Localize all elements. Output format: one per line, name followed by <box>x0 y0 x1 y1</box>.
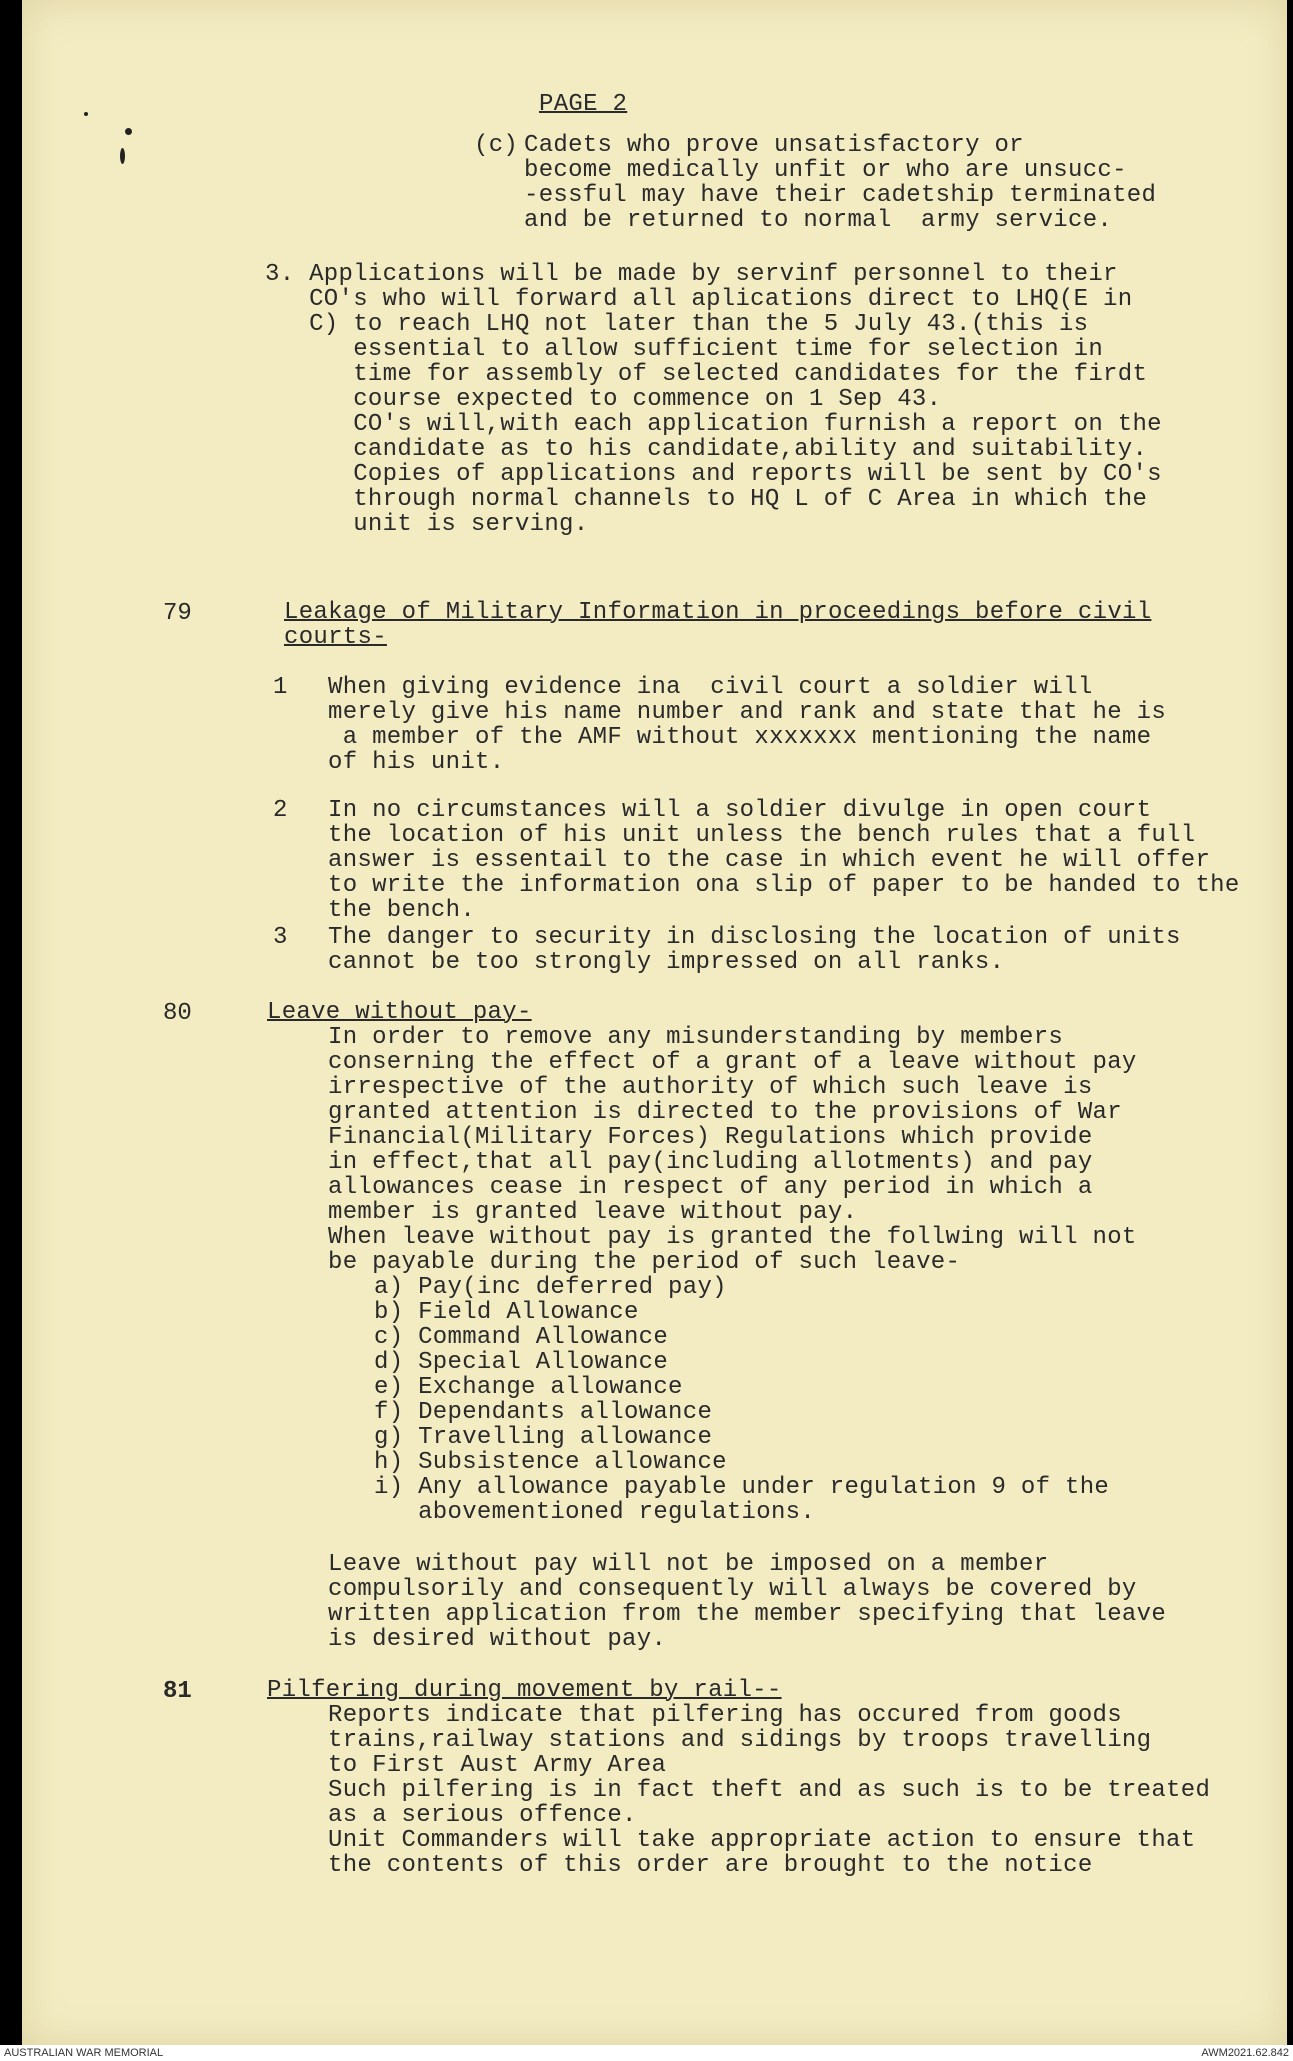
s80-closing-line: Leave without pay will not be imposed on a member <box>328 1551 1049 1578</box>
page-title: PAGE 2 <box>539 91 628 118</box>
s80-list-item: d) Special Allowance <box>374 1349 669 1376</box>
item-line: The danger to security in disclosing the location of units <box>328 924 1181 951</box>
section-heading: Leave without pay- <box>267 999 532 1026</box>
s80-line: allowances cease in respect of any period in which a <box>328 1174 1093 1201</box>
footer-right-text: AWM2021.62.842 <box>1201 2047 1289 2059</box>
s80-line: member is granted leave without pay. <box>328 1199 858 1226</box>
para3-line: time for assembly of selected candidates for the firdt <box>265 361 1148 388</box>
section-heading: Leakage of Military Information in proceedings before civil <box>284 599 1152 626</box>
item-line: a member of the AMF without xxxxxxx mentioning the name <box>328 724 1152 751</box>
para3-line: through normal channels to HQ L of C Area in which the <box>265 486 1148 513</box>
s81-line: Such pilfering is in fact theft and as such is to be treated <box>328 1777 1211 1804</box>
s80-line: irrespective of the authority of which such leave is <box>328 1074 1093 1101</box>
s80-line: granted attention is directed to the provisions of War <box>328 1099 1122 1126</box>
s80-line: When leave without pay is granted the follwing will not <box>328 1224 1137 1251</box>
item-line: answer is essentail to the case in which event he will offer <box>328 847 1211 874</box>
s80-list-item: c) Command Allowance <box>374 1324 669 1351</box>
para3-line: 3. Applications will be made by servinf personnel to their <box>265 261 1118 288</box>
section-number: 81 <box>163 1678 192 1705</box>
ink-spot <box>120 148 125 164</box>
s80-line: In order to remove any misunderstanding by members <box>328 1024 1064 1051</box>
para3-line: unit is serving. <box>265 511 589 538</box>
para3-line: course expected to commence on 1 Sep 43. <box>265 386 942 413</box>
s80-list-item: f) Dependants allowance <box>374 1399 713 1426</box>
s81-line: Reports indicate that pilfering has occured from goods <box>328 1702 1122 1729</box>
item-number: 2 <box>273 797 288 824</box>
para3-line: candidate as to his candidate,ability and suitability. <box>265 436 1148 463</box>
para3-line: CO's will,with each application furnish a report on the <box>265 411 1162 438</box>
ink-spot <box>84 112 88 116</box>
item-number: 3 <box>273 924 288 951</box>
section-heading: Pilfering during movement by rail-- <box>267 1677 782 1704</box>
archive-footer <box>0 2045 1293 2061</box>
section-number: 79 <box>163 600 192 627</box>
para3-line: CO's who will forward all aplications direct to LHQ(E in <box>265 286 1133 313</box>
s81-line: as a serious offence. <box>328 1802 637 1829</box>
s80-closing-line: is desired without pay. <box>328 1626 667 1653</box>
footer-left-text: AUSTRALIAN WAR MEMORIAL <box>4 2047 164 2059</box>
item-line: the bench. <box>328 897 476 924</box>
item-line: cannot be too strongly impressed on all ranks. <box>328 949 1005 976</box>
s80-line: be payable during the period of such leave- <box>328 1249 961 1276</box>
ink-spot <box>125 128 132 135</box>
sub-c-line: -essful may have their cadetship terminated <box>524 182 1157 209</box>
s80-list-item: b) Field Allowance <box>374 1299 639 1326</box>
s80-line: in effect,that all pay(including allotments) and pay <box>328 1149 1093 1176</box>
item-line: the location of his unit unless the bench rules that a full <box>328 822 1196 849</box>
sub-c-line: become medically unfit or who are unsucc- <box>524 157 1127 184</box>
section-heading: courts- <box>284 624 387 651</box>
s80-list-item: e) Exchange allowance <box>374 1374 683 1401</box>
sub-c-line: and be returned to normal army service. <box>524 207 1113 234</box>
s81-line: trains,railway stations and sidings by troops travelling <box>328 1727 1152 1754</box>
item-line: of his unit. <box>328 749 505 776</box>
s80-closing-line: compulsorily and consequently will always be covered by <box>328 1576 1137 1603</box>
s80-list-item: i) Any allowance payable under regulation 9 of the <box>374 1474 1110 1501</box>
para3-line: essential to allow sufficient time for selection in <box>265 336 1104 363</box>
s80-line: conserning the effect of a grant of a leave without pay <box>328 1049 1137 1076</box>
s80-line: Financial(Military Forces) Regulations which provide <box>328 1124 1093 1151</box>
item-line: to write the information ona slip of paper to be handed to the <box>328 872 1240 899</box>
item-line: merely give his name number and rank and state that he is <box>328 699 1167 726</box>
item-number: 1 <box>273 674 288 701</box>
s80-closing-line: written application from the member specifying that leave <box>328 1601 1167 1628</box>
para3-line: Copies of applications and reports will be sent by CO's <box>265 461 1162 488</box>
s80-list-item: g) Travelling allowance <box>374 1424 713 1451</box>
s80-list-item: h) Subsistence allowance <box>374 1449 727 1476</box>
s81-line: the contents of this order are brought to the notice <box>328 1852 1093 1879</box>
para3-line: C) to reach LHQ not later than the 5 July 43.(this is <box>265 311 1089 338</box>
s81-line: Unit Commanders will take appropriate action to ensure that <box>328 1827 1196 1854</box>
item-line: When giving evidence ina civil court a soldier will <box>328 674 1093 701</box>
s81-line: to First Aust Army Area <box>328 1752 667 1779</box>
s80-list-item: a) Pay(inc deferred pay) <box>374 1274 727 1301</box>
s80-list-item: abovementioned regulations. <box>374 1499 816 1526</box>
sub-c-line: Cadets who prove unsatisfactory or <box>524 132 1024 159</box>
sub-c-label: (c) <box>474 132 519 159</box>
document-page <box>22 0 1287 2045</box>
item-line: In no circumstances will a soldier divulge in open court <box>328 797 1152 824</box>
section-number: 80 <box>163 1000 192 1027</box>
